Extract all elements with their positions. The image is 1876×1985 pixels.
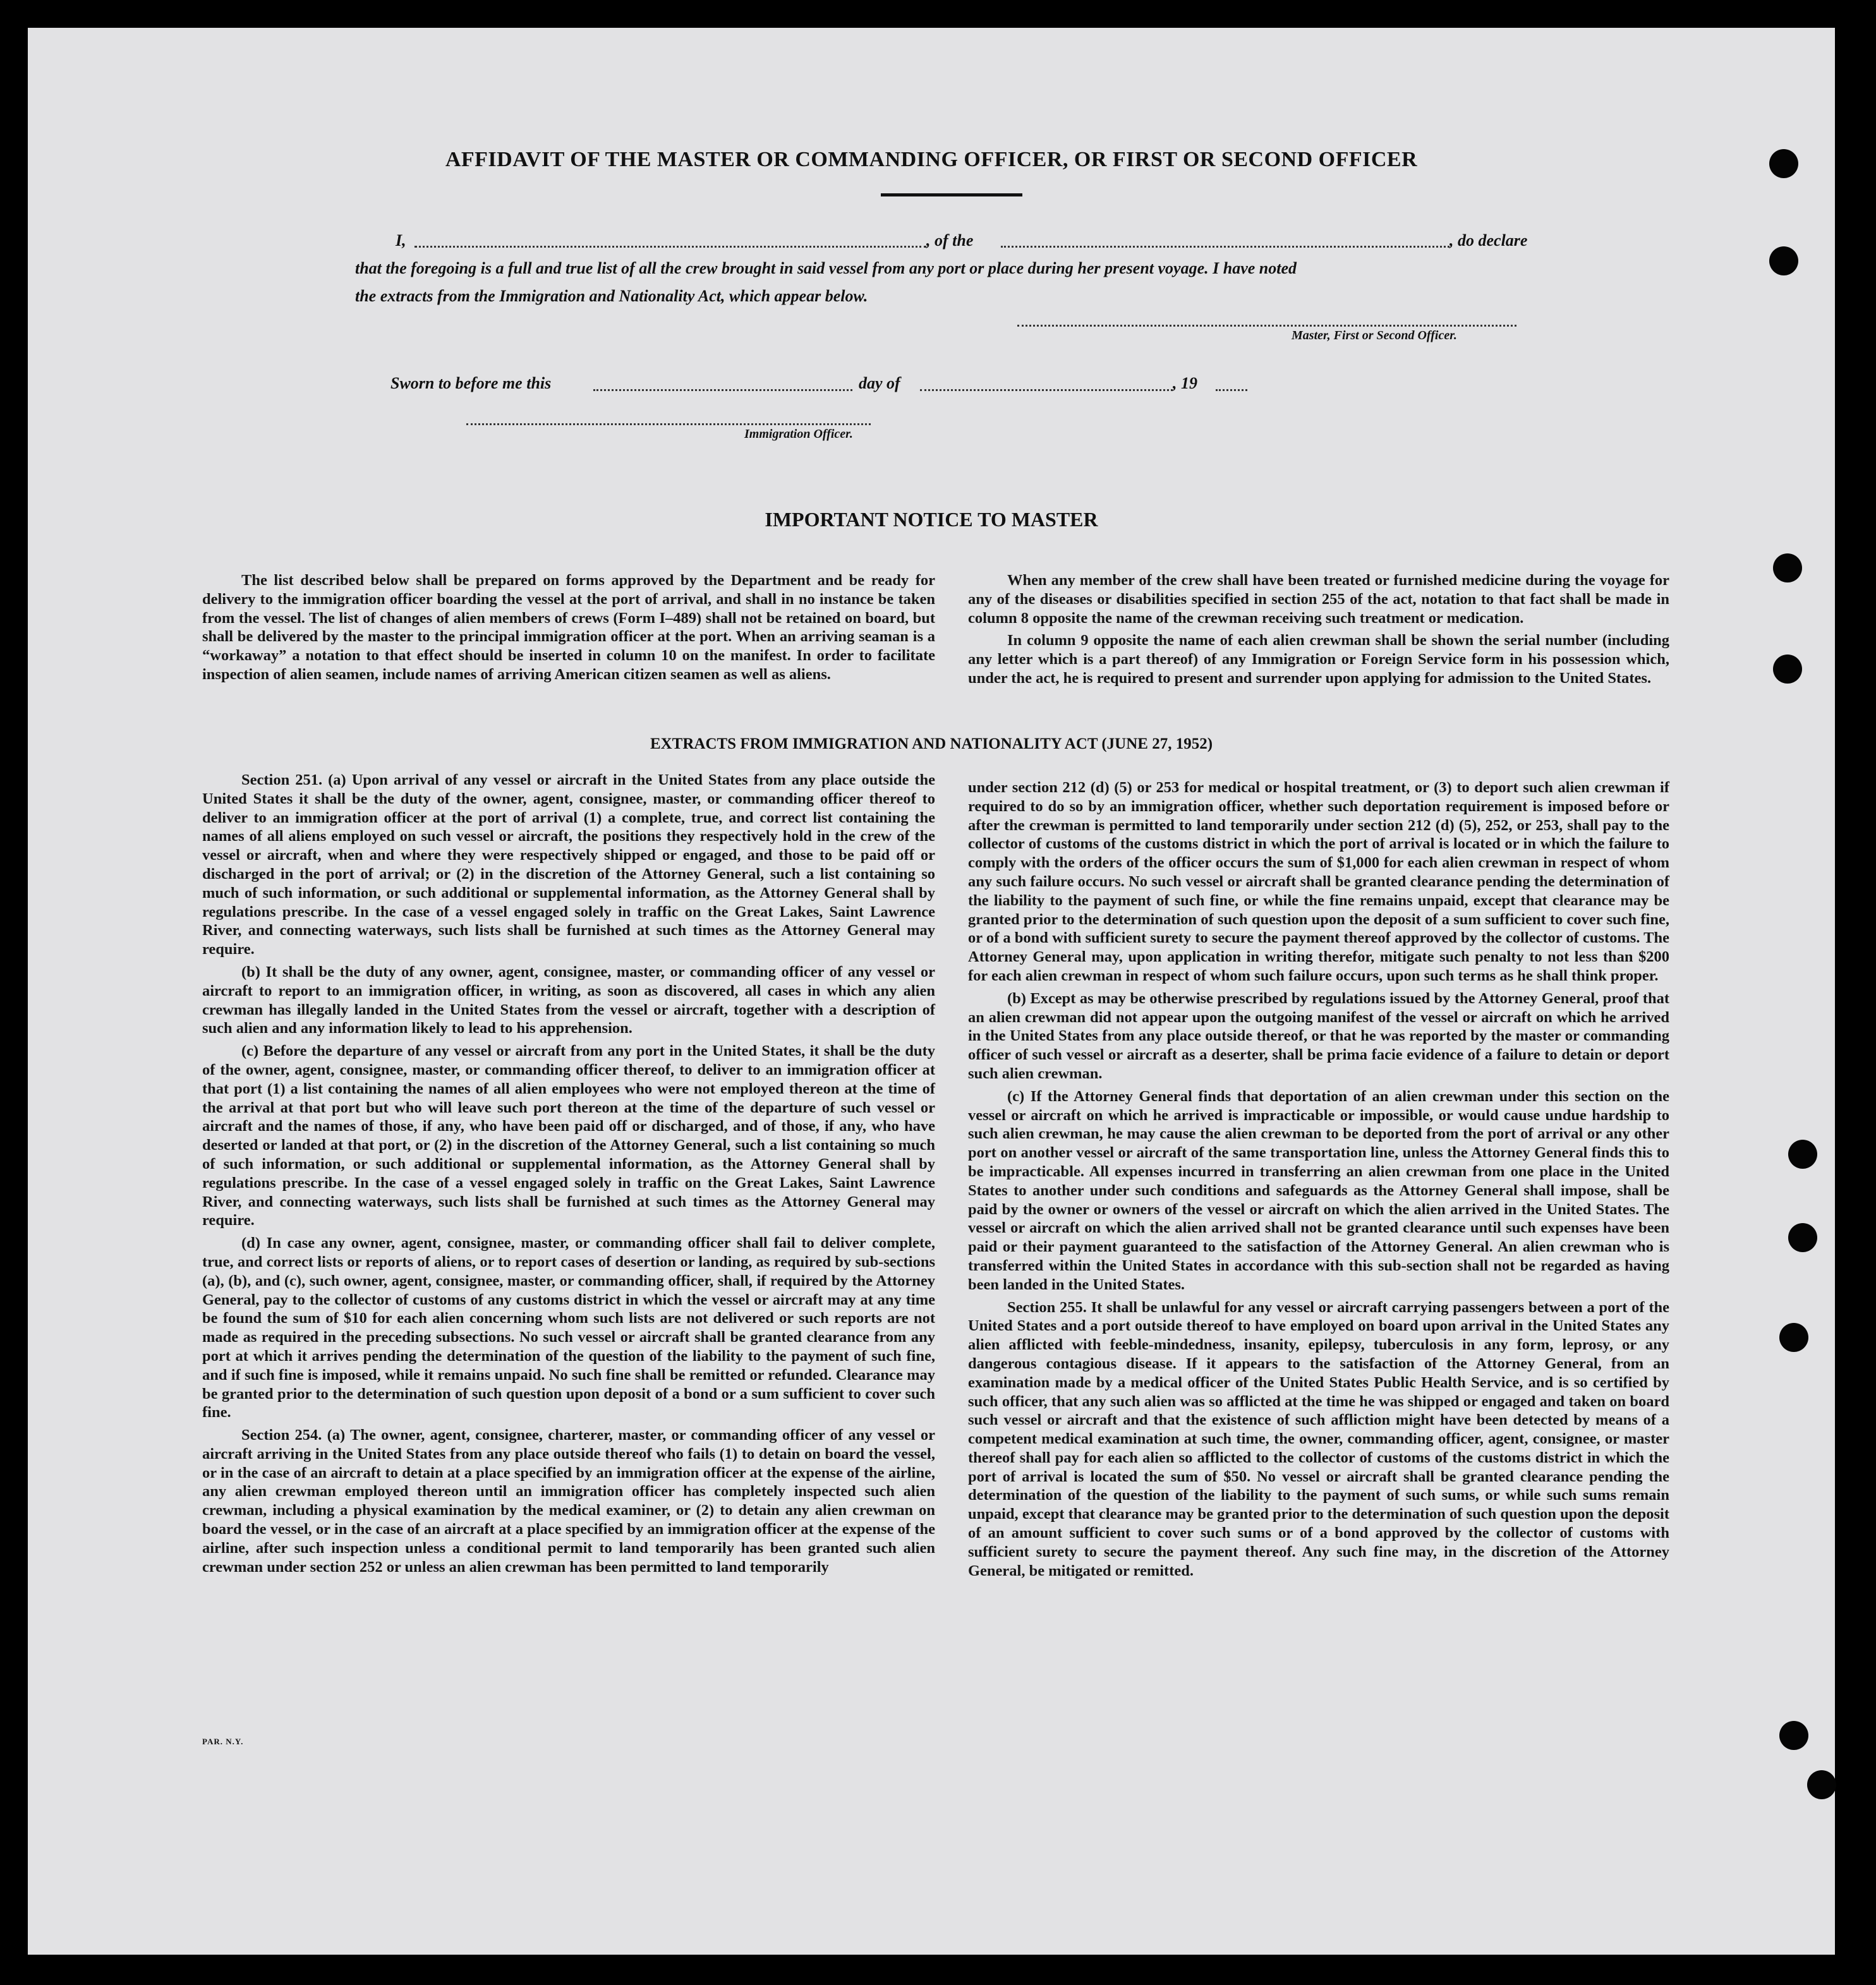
punch-hole (1788, 1223, 1817, 1252)
notice-left-column (202, 571, 935, 688)
section-paragraph: under section 212 (d) (5) or 253 for medical or hospital treatment, or (3) to deport such alien crewman if required to do so by an immigration officer, whether such deportation requirement is imposed before or after the crewman is permitted to land temporarily under section 212 (d) (5), 252, or 253, shall pay to the collector of customs of the customs district in which the port of arrival is located or in which the failure to comply with the orders of the officer occurs the sum of $1,000 for each alien crewman in respect of whom any such failure occurs. No such vessel or aircraft shall be granted clearance pending the determination of the liability to the payment of such fine, or while the fine remains unpaid, except that clearance may be granted prior to the determination of such question upon the deposit of a sum sufficient to cover such fine, or of a bond with sufficient surety to secure the payment thereof approved by the collector of customs. The Attorney General may, upon application in writing therefor, mitigate such penalty to not less than $200 for each alien crewman in respect of whom such failure occurs, upon such terms as he shall think proper. (968, 779, 1669, 984)
section-paragraph: Section 255. It shall be unlawful for any vessel or aircraft carrying passengers between a port of the United States and a port outside thereof to have employed on board upon arrival in the United States any alien afflicted with feeble-mindedness, insanity, epilepsy, tuberculosis in any form, leprosy, or any dangerous contagious disease. If it appears to the satisfaction of the Attorney General, from an examination made by a medical officer of the United States Public Health Service, and is so certified by such officer, that any such alien was so afflicted at the time he was shipped or engaged and taken on board such vessel or aircraft and that the existence of such affliction might have been detected by means of a competent medical examination at such time, the owner, commanding officer, agent, consignee, or master thereof shall pay for each alien so afflicted to the collector of customs of the customs district in which the port of arrival is located the sum of $50. No vessel or aircraft shall be granted clearance pending the determination of the question of the liability to the payment of such sums, or while such sums remain unpaid, except that clearance may be granted prior to the determination of such question upon the deposit of an amount sufficient to cover such sums or of a bond approved by the collector of customs with sufficient surety to secure the payment thereof. Any such fine may, in the discretion of the Attorney General, be mitigated or remitted. (968, 1298, 1669, 1579)
notice-right-column (968, 571, 1669, 692)
punch-hole (1779, 1721, 1808, 1750)
year-label: , 19 (1173, 374, 1197, 392)
extracts-title: EXTRACTS FROM IMMIGRATION AND NATIONALITY ACT (JUNE 27, 1952) (650, 735, 1213, 752)
extracts-left-column (202, 771, 935, 1580)
document-page (28, 28, 1835, 1955)
punch-hole (1769, 149, 1798, 178)
declaration-line-2: the extracts from the Immigration and Nationality Act, which appear below. (355, 287, 868, 305)
notice-paragraph: The list described below shall be prepared on forms approved by the Department and be ready for delivery to the immigration officer boarding the vessel at the port of arrival, and shall in no instance be taken from the vessel. The list of changes of alien members of crews (Form I–489) shall not be retained on board, but shall be delivered by the master to the principal immigration officer at the port. When an arriving seaman is a “workaway” a notation to that effect should be inserted in column 10 on the manifest. In order to facilitate inspection of alien seamen, include names of arriving American citizen seamen as well as aliens. (202, 572, 935, 683)
section-paragraph: (b) It shall be the duty of any owner, agent, consignee, master, or commanding officer of any vessel or aircraft to report to an immigration officer, in writing, as soon as discovered, all cases in which any alien crewman has illegally landed in the United States from the vessel or aircraft, together with a description of such alien and any information likely to lead to his apprehension. (202, 963, 935, 1037)
sworn-month-field-line[interactable] (920, 389, 1173, 391)
declaration-line-1: that the foregoing is a full and true list of all the crew brought in said vessel from any port or place during her present voyage. I have noted (355, 259, 1297, 277)
section-paragraph: (c) Before the departure of any vessel or aircraft from any port in the United States, it shall be the duty of the owner, agent, consignee, master, or commanding officer thereof, to deliver to an immigration officer at that port (1) a list containing the names of all alien employees who were not employed thereon at the time of the arrival at that port but who will leave such port thereon at the time of the departure of such vessel or aircraft and the names of those, if any, who have been paid off or discharged, and of those, if any, who have deserted or landed at that port, or (2) in the discretion of the Attorney General, such a list containing so much of such information, or such additional or supplemental information, as the Attorney General shall by regulations prescribe. In the case of a vessel engaged solely in traffic on the Great Lakes, Saint Lawrence River, and connecting waterways, such lists shall be furnished at such times as the Attorney General may require. (202, 1042, 935, 1229)
name-field-line[interactable] (415, 246, 926, 248)
printer-mark: PAR. N.Y. (202, 1737, 244, 1746)
notice-paragraph: When any member of the crew shall have been treated or furnished medicine during the voyage for any of the diseases or disabilities specified in section 255 of the act, notation to that fact shall be made in column 8 opposite the name of the crewman receiving such treatment or medication. (968, 572, 1669, 627)
punch-hole (1788, 1140, 1817, 1169)
master-signature-line[interactable] (1017, 325, 1516, 327)
sworn-day-field-line[interactable] (593, 389, 852, 391)
section-paragraph: (b) Except as may be otherwise prescribed by regulations issued by the Attorney General, proof that an alien crewman did not appear upon the outgoing manifest of the vessel or aircraft on which he arrived in the United States from any place outside thereof, or that he was reported by the master or commanding officer of such vessel or aircraft as a deserter, shall be prima facie evidence of a failure to detain or deport such alien crewman. (968, 989, 1669, 1082)
immigration-officer-label: Immigration Officer. (744, 427, 853, 441)
sworn-label: Sworn to before me this (390, 374, 552, 392)
title-rule (881, 193, 1022, 196)
punch-hole (1779, 1323, 1808, 1352)
punch-hole (1807, 1770, 1836, 1799)
section-paragraph: Section 251. (a) Upon arrival of any vessel or aircraft in the United States from any place outside the United States it shall be the duty of the owner, agent, consignee, master, or commanding officer thereof to deliver to an immigration officer at the port of arrival (1) a complete, true, and correct list containing the names of all aliens employed on such vessel or aircraft, the positions they respectively hold in the crew of the vessel or aircraft, when and where they were respectively shipped or engaged, and those to be paid off or discharged in the port of arrival; or (2) in the discretion of the Attorney General, such a list containing so much of such information, or such additional or supplemental information, as the Attorney General shall by regulations prescribe. In the case of a vessel engaged solely in traffic on the Great Lakes, Saint Lawrence River, and connecting waterways, such lists shall be furnished at such times as the Attorney General may require. (202, 771, 935, 958)
immigration-officer-signature-line[interactable] (466, 423, 871, 425)
punch-hole (1769, 246, 1798, 275)
notice-paragraph: In column 9 opposite the name of each alien crewman shall be shown the serial number (including any letter which is a part thereof) of any Immigration or Foreign Service form in his possession which, under the act, he is required to present and surrender upon applying for admission to the United States. (968, 632, 1669, 687)
extracts-right-column (968, 778, 1669, 1584)
vessel-field-line[interactable] (1001, 246, 1449, 248)
master-signature-label: Master, First or Second Officer. (1292, 329, 1457, 342)
sworn-year-field-line[interactable] (1216, 389, 1247, 391)
punch-hole (1773, 553, 1802, 582)
section-paragraph: (d) In case any owner, agent, consignee, master, or commanding officer shall fail to deliver complete, true, and correct lists or reports of aliens, or to report cases of desertion or landing, as required by sub-sections (a), (b), and (c), such owner, agent, consignee, master, or commanding officer, shall, if required by the Attorney General, pay to the collector of customs of any customs district in which the vessel or aircraft may at any time be found the sum of $10 for each alien concerning whom such lists are not delivered or such reports are not made as required in the preceding subsections. No such vessel or aircraft shall be granted clearance from any port at which it arrives pending the determination of the question of the liability to the payment of such fine, and if such fine is imposed, while it remains unpaid. No such fine shall be remitted or refunded. Clearance may be granted prior to the determination of such question upon deposit of a bond or a sum sufficient to cover such fine. (202, 1234, 935, 1421)
do-declare-label: , do declare (1449, 231, 1528, 250)
section-paragraph: (c) If the Attorney General finds that deportation of an alien crewman under this section on the vessel or aircraft on which he arrived is impracticable or impossible, or would cause undue hardship to such alien crewman, he may cause the alien crewman to be deported from the port of arrival or any other port on another vessel or aircraft of the same transportation line, unless the Attorney General finds this to be impracticable. All expenses incurred in transferring an alien crewman from one place in the United States to another under such conditions and safeguards as the Attorney General shall impose, shall be paid by the owner or owners of the vessel or aircraft on which the alien arrived in the United States. The vessel or aircraft on which the alien arrived shall not be granted clearance until such expenses have been paid or their payment guaranteed to the satisfaction of the Attorney General. An alien crewman who is transferred within the United States in accordance with this sub-section shall not be regarded as having been landed in the United States. (968, 1087, 1669, 1293)
section-paragraph: Section 254. (a) The owner, agent, consignee, charterer, master, or commanding officer of any vessel or aircraft arriving in the United States from any place outside thereof who fails (1) to detain on board the vessel, or in the case of an aircraft to detain at a place specified by an immigration officer at the expense of the airline, any alien crewman employed thereon until an immigration officer has completely inspected such alien crewman, including a physical examination by the medical examiner, or (2) to detain any alien crewman on board the vessel, or in the case of an aircraft at a place specified by an immigration officer at the expense of the airline, after such inspection unless a conditional permit to land temporarily has been granted such alien crewman under section 252 or unless an alien crewman has been permitted to land temporarily (202, 1427, 935, 1576)
notice-title: IMPORTANT NOTICE TO MASTER (765, 508, 1098, 531)
i-label: I, (396, 231, 406, 250)
punch-hole (1773, 655, 1802, 684)
day-of-label: day of (859, 374, 900, 392)
of-the-label: , of the (926, 231, 974, 250)
affidavit-title: AFFIDAVIT OF THE MASTER OR COMMANDING OFFICER, OR FIRST OR SECOND OFFICER (445, 148, 1418, 171)
